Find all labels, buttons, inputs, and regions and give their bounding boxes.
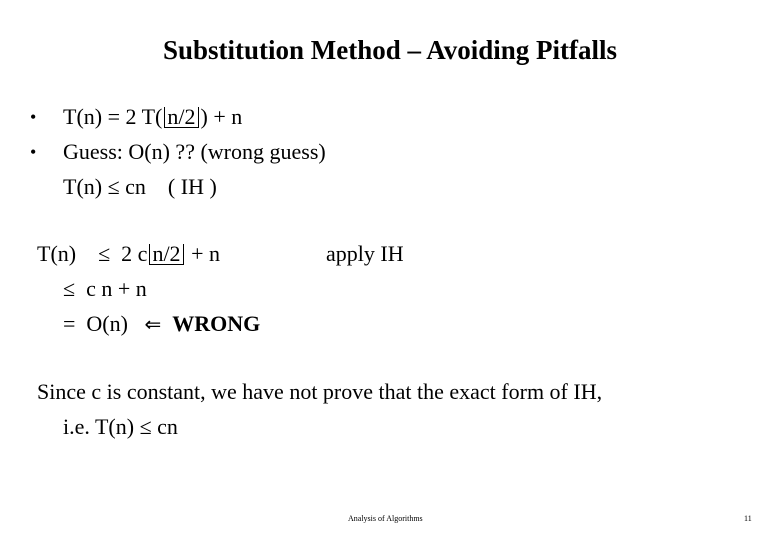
derivation-line-2: ≤ c n + n bbox=[63, 276, 147, 301]
recurrence-line bbox=[63, 104, 242, 130]
floor-expression-2: n/2 bbox=[149, 244, 183, 265]
apply-ih-note: apply IH bbox=[326, 241, 404, 266]
floor-expression: n/2 bbox=[164, 107, 198, 128]
conclusion-line-1: Since c is constant, we have not prove that the exact form of IH, bbox=[37, 379, 603, 404]
footer-course-title: Analysis of Algorithms bbox=[348, 514, 423, 523]
bullet-icon: • bbox=[30, 107, 37, 127]
derivation-line-1-prefix: T(n) ≤ 2 c bbox=[37, 241, 148, 266]
bullet-icon: • bbox=[30, 142, 37, 162]
derivation-line-3-prefix: = O(n) bbox=[63, 311, 128, 336]
slide-title: Substitution Method – Avoiding Pitfalls bbox=[162, 35, 618, 65]
conclusion-line-2: i.e. T(n) ≤ cn bbox=[63, 414, 178, 439]
recurrence-prefix: T(n) = 2 T( bbox=[63, 104, 163, 129]
derivation-line-1-suffix: + n bbox=[185, 241, 220, 266]
footer-page-number: 11 bbox=[744, 514, 752, 523]
derivation-line-3 bbox=[63, 311, 260, 337]
derivation-line-1 bbox=[37, 241, 220, 267]
wrong-label: WRONG bbox=[172, 311, 261, 336]
ih-line: T(n) ≤ cn ( IH ) bbox=[63, 174, 217, 199]
left-arrow-icon: ⇐ bbox=[144, 312, 162, 336]
guess-line: Guess: O(n) ?? (wrong guess) bbox=[63, 139, 326, 164]
recurrence-suffix: ) + n bbox=[200, 104, 243, 129]
